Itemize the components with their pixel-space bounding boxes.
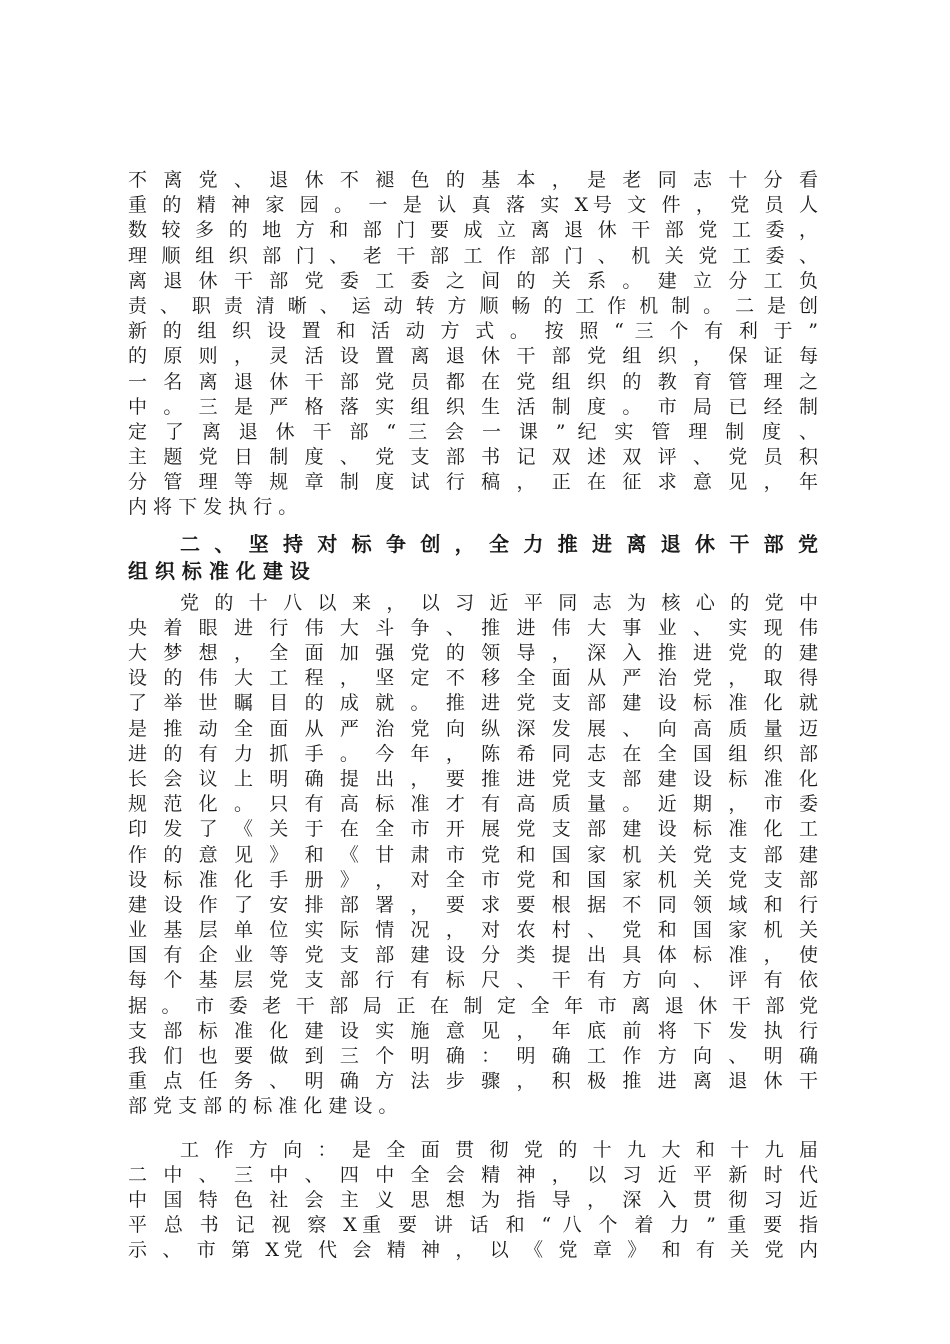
text-line: 重 的 精 神 家 园 。 一 是 认 真 落 实 X号 文 件 ， 党 员 人 [128,194,818,217]
text-line: 进 的 有 力 抓 手 。 今 年 ， 陈 希 同 志 在 全 国 组 织 部 [128,742,818,765]
text-line: 不 离 党 、 退 休 不 褪 色 的 基 本 ， 是 老 同 志 十 分 看 [128,169,818,191]
text-line: 中 国 特 色 社 会 主 义 思 想 为 指 导 ， 深 入 贯 彻 习 近 [128,1188,818,1211]
text-line: 平 总 书 记 视 察 X重 要 讲 话 和 “ 八 个 着 力 ” 重 要 指 [128,1214,818,1237]
text-line: 一 名 离 退 休 干 部 党 员 都 在 党 组 织 的 教 育 管 理 之 [128,370,818,393]
text-line: 部 党 支 部 的 标 准 化 建 设 。 [128,1095,398,1118]
text-line: 二 中 、 三 中 、 四 中 全 会 精 神 ， 以 习 近 平 新 时 代 [128,1163,818,1186]
text-line: 央 着 眼 进 行 伟 大 斗 争 、 推 进 伟 大 事 业 、 实 现 伟 [128,616,818,639]
text-line: 党 的 十 八 以 来 ， 以 习 近 平 同 志 为 核 心 的 党 中 [180,591,818,614]
text-line: 理 顺 组 织 部 门 、 老 干 部 工 作 部 门 、 机 关 党 工 委 、 [128,244,818,267]
heading-line: 二 、 坚 持 对 标 争 创 ， 全 力 推 进 离 退 休 干 部 党 [180,531,818,556]
text-line: 了 举 世 瞩 目 的 成 就 。 推 进 党 支 部 建 设 标 准 化 就 [128,692,818,715]
text-line: 设 标 准 化 手 册 》 ， 对 全 市 党 和 国 家 机 关 党 支 部 [128,868,818,891]
text-line: 中 。 三 是 严 格 落 实 组 织 生 活 制 度 。 市 局 已 经 制 [128,395,818,418]
paragraph-1 [128,168,818,521]
text-line: 数 较 多 的 地 方 和 部 门 要 成 立 离 退 休 干 部 党 工 委 ， [128,219,818,242]
text-line: 据 。 市 委 老 干 部 局 正 在 制 定 全 年 市 离 退 休 干 部 党 [128,994,818,1017]
paragraph-2 [128,591,818,1120]
text-line: 设 的 伟 大 工 程 ， 坚 定 不 移 全 面 从 严 治 党 ， 取 得 [128,667,818,690]
text-line: 国 有 企 业 等 党 支 部 建 设 分 类 提 出 具 体 标 准 ， 使 [128,944,818,967]
text-line: 建 设 作 了 安 排 部 署 ， 要 求 要 根 据 不 同 领 域 和 行 [128,893,818,916]
text-line: 重 点 任 务 、 明 确 方 法 步 骤 ， 积 极 推 进 离 退 休 干 [128,1070,818,1093]
text-line: 支 部 标 准 化 建 设 实 施 意 见 ， 年 底 前 将 下 发 执 行 [128,1019,818,1042]
text-line: 新 的 组 织 设 置 和 活 动 方 式 。 按 照 “ 三 个 有 利 于 ” [128,320,818,343]
document-page [128,168,818,1264]
text-line: 每 个 基 层 党 支 部 行 有 标 尺 、 干 有 方 向 、 评 有 依 [128,969,818,992]
text-line: 大 梦 想 ， 全 面 加 强 党 的 领 导 ， 深 入 推 进 党 的 建 [128,642,818,664]
text-line: 分 管 理 等 规 章 制 度 试 行 稿 ， 正 在 征 求 意 见 ， 年 [128,471,818,494]
text-line: 印 发 了 《 关 于 在 全 市 开 展 党 支 部 建 设 标 准 化 工 [128,818,818,841]
text-line: 示 、 市 第 X党 代 会 精 神 ， 以 《 党 章 》 和 有 关 党 内 [128,1239,818,1262]
paragraph-3 [128,1138,818,1264]
text-line: 业 基 层 单 位 实 际 情 况 ， 对 农 村 、 党 和 国 家 机 关 [128,919,818,942]
text-line: 长 会 议 上 明 确 提 出 ， 要 推 进 党 支 部 建 设 标 准 化 [128,767,818,790]
text-line: 的 原 则 ， 灵 活 设 置 离 退 休 干 部 党 组 织 ， 保 证 每 [128,345,818,368]
text-line: 定 了 离 退 休 干 部 “ 三 会 一 课 ” 纪 实 管 理 制 度 、 [128,420,818,443]
text-line: 离 退 休 干 部 党 委 工 委 之 间 的 关 系 。 建 立 分 工 负 [128,269,818,292]
text-line: 主 题 党 日 制 度 、 党 支 部 书 记 双 述 双 评 、 党 员 积 [128,446,818,469]
heading-line: 组 织 标 准 化 建 设 [128,558,310,583]
text-line: 作 的 意 见 》 和 《 甘 肃 市 党 和 国 家 机 关 党 支 部 建 [128,843,818,866]
text-line: 是 推 动 全 面 从 严 治 党 向 纵 深 发 展 、 向 高 质 量 迈 [128,717,818,740]
text-line: 工 作 方 向 ： 是 全 面 贯 彻 党 的 十 九 大 和 十 九 届 [180,1138,818,1161]
text-line: 内 将 下 发 执 行 。 [128,496,298,519]
section-heading [128,531,818,585]
text-line: 责 、 职 责 清 晰 、 运 动 转 方 顺 畅 的 工 作 机 制 。 二 是 创 [128,294,818,317]
text-line: 我 们 也 要 做 到 三 个 明 确 ： 明 确 工 作 方 向 、 明 确 [128,1045,818,1067]
text-line: 规 范 化 。 只 有 高 标 准 才 有 高 质 量 。 近 期 ， 市 委 [128,793,818,816]
